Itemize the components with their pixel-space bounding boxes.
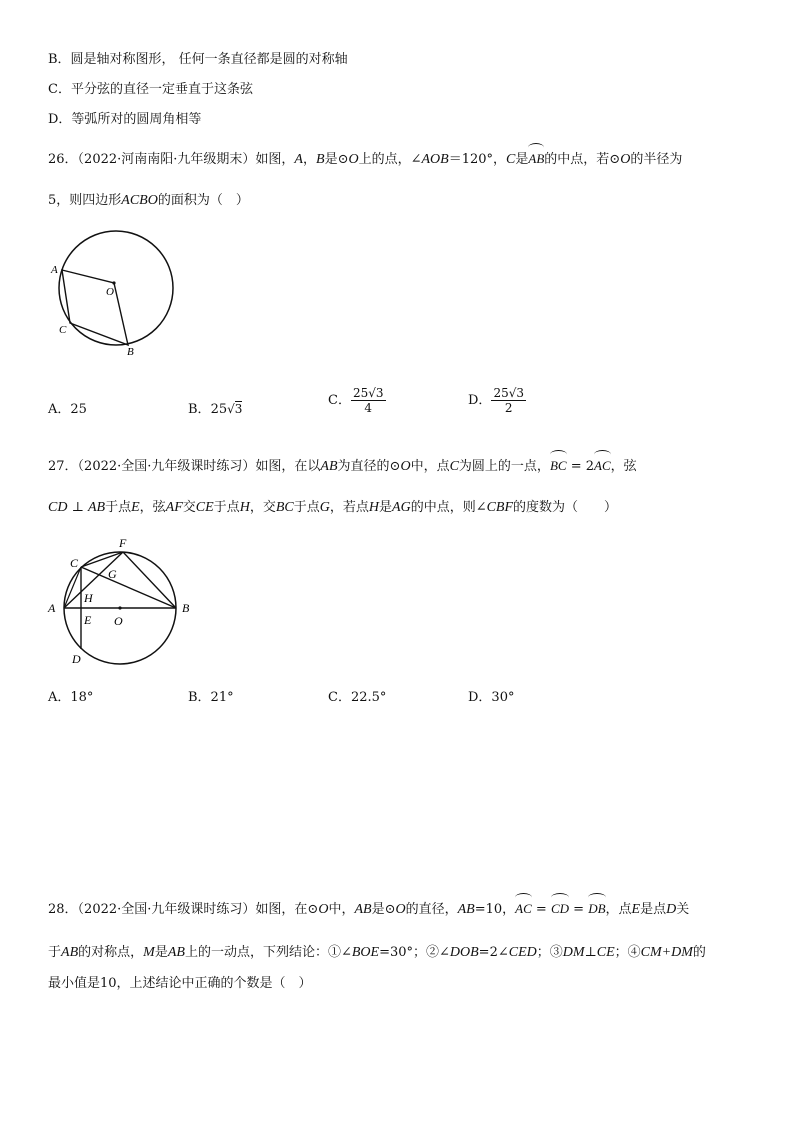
q26-quadrilateral — [62, 270, 128, 345]
prev-option-c: C．平分弦的直径一定垂直于这条弦 — [48, 82, 253, 97]
q28-stem-line2: 于AB的对称点，M是AB上的一动点，下列结论：①∠BOE=30°；②∠DOB=2∠CED；③DM⊥CE；④CM+DM的 — [48, 945, 706, 960]
prev-option-d: D．等弧所对的圆周角相等 — [48, 112, 202, 127]
arc-ac: AC — [515, 901, 532, 916]
q27-label-d: D — [72, 652, 81, 666]
q27-option-c: C．22.5° — [328, 690, 387, 705]
q27-option-d: D．30° — [468, 690, 515, 705]
q27-option-a: A．18° — [48, 690, 94, 705]
q26-center-dot — [112, 281, 115, 284]
q28-stem-line1: 28．（2022·全国·九年级课时练习）如图，在⊙O中，AB是⊙O的直径，AB=10，AC = CD = DB，点E是点D关 — [48, 901, 690, 917]
fraction-c: $\frac{25√3}{4}$ — [352, 386, 384, 415]
q26-circle — [59, 231, 173, 345]
arc-db: DB — [588, 901, 606, 916]
q27-label-f: F — [119, 536, 127, 550]
q27-label-c: C — [70, 556, 79, 570]
q26-stem-line1: 26．（2022·河南南阳·九年级期末）如图，A，B是⊙O上的点，∠AOB＝120°，C是AB的中点，若⊙O的半径为 — [48, 151, 683, 167]
q26-label-o: O — [106, 286, 114, 298]
fraction-d: $\frac{25√3}{2}$ — [493, 386, 524, 415]
q26-option-d: D． $\frac{25√3}{2}$ — [468, 386, 524, 415]
q27-label-h: H — [84, 591, 93, 605]
q27-label-e: E — [84, 613, 92, 627]
prev-option-b: B．圆是轴对称图形， 任何一条直径都是圆的对称轴 — [48, 52, 348, 67]
q27-chord-bc — [81, 567, 176, 608]
q26-label-a: A — [51, 264, 58, 276]
q27-label-b: B — [182, 601, 190, 615]
q27-option-b: B．21° — [188, 690, 234, 705]
q26-option-b: B．25√3 — [188, 402, 243, 417]
q27-options — [48, 686, 608, 705]
q27-label-g: G — [108, 567, 117, 581]
q26-options — [48, 386, 608, 417]
arc-bc: BC — [549, 458, 567, 473]
q27-label-o: O — [114, 614, 123, 628]
q26-stem-line2: 5，则四边形ACBO的面积为（ ） — [48, 193, 249, 208]
q28-stem-line3: 最小值是10，上述结论中正确的个数是（ ） — [48, 976, 312, 991]
arc-cd: CD — [550, 901, 570, 916]
q26-label-c: C — [59, 324, 67, 336]
q26-option-c: C． $\frac{25√3}{4}$ — [328, 386, 384, 415]
sqrt3: √3 — [227, 402, 243, 416]
q26-figure — [48, 225, 180, 360]
q27-stem-line1: 27．（2022·全国·九年级课时练习）如图，在以AB为直径的⊙O中，点C为圆上的一点，BC = 2AC，弦 — [48, 458, 637, 474]
q27-chord-ac — [64, 567, 81, 608]
q26-option-a: A．25 — [48, 402, 87, 417]
q27-figure — [44, 533, 204, 668]
arc-ac: AC — [594, 458, 611, 473]
q27-label-a: A — [48, 601, 56, 615]
q26-label-b: B — [127, 346, 134, 358]
q27-stem-line2: CD ⊥ AB于点E，弦AF交CE于点H，交BC于点G，若点H是AG的中点，则∠CBF的度数为（ ） — [48, 500, 618, 515]
arc-ab: AB — [528, 151, 545, 166]
q27-center-dot — [118, 606, 121, 609]
